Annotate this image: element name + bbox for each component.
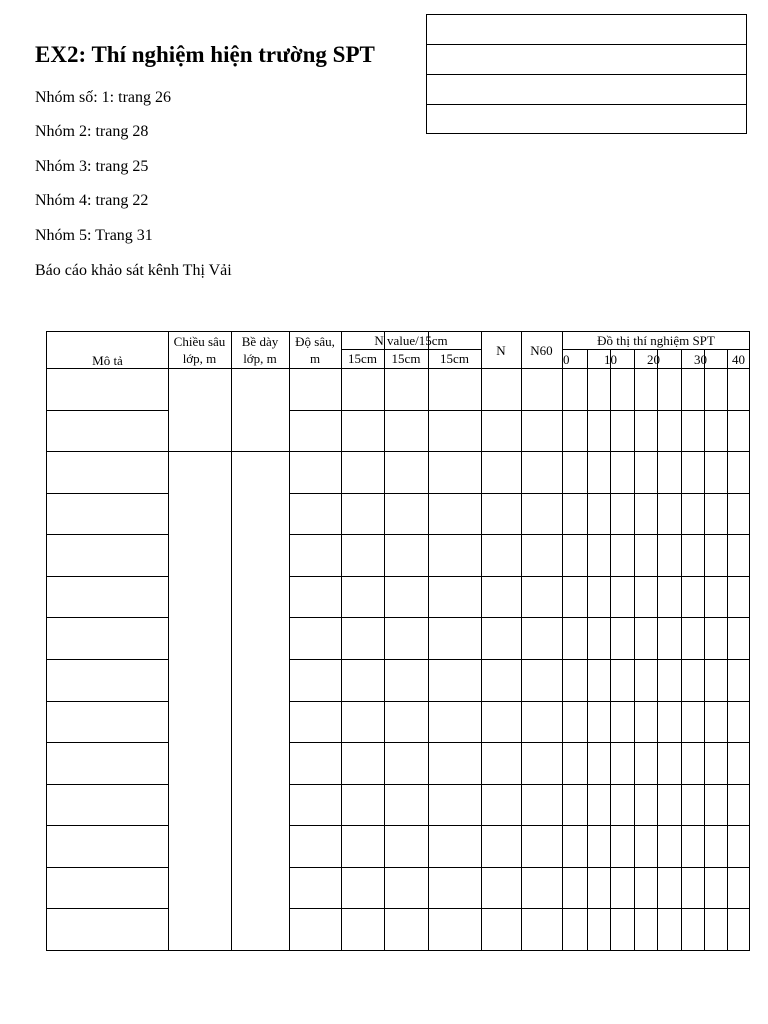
group-2-line: Nhóm 2: trang 28 (35, 123, 149, 140)
column-separator (289, 332, 290, 950)
header-description: Mô tả (92, 353, 123, 368)
info-box-row (427, 45, 746, 75)
row-line (289, 908, 749, 909)
row-line (289, 659, 749, 660)
header-nvalue-sub-1: 15cm (348, 351, 377, 366)
row-line (47, 742, 168, 743)
row-line (47, 867, 168, 868)
info-box-row (427, 105, 746, 134)
row-line (289, 701, 749, 702)
header-nvalue: N value/15cm (374, 333, 448, 348)
report-line: Báo cáo khảo sát kênh Thị Vải (35, 262, 232, 279)
header-graph: Đồ thị thí nghiệm SPT (597, 333, 715, 348)
header-n60: N60 (530, 343, 553, 358)
row-line (289, 493, 749, 494)
row-line (289, 742, 749, 743)
header-depth-line1: Chiều sâu (173, 334, 226, 349)
column-separator (428, 332, 429, 950)
column-separator (231, 332, 232, 950)
header-bottom-line (47, 368, 749, 369)
graph-tick-10: 10 (604, 352, 617, 367)
row-line (47, 908, 168, 909)
row-line (47, 825, 168, 826)
row-line (289, 617, 749, 618)
graph-gridline (610, 350, 611, 950)
row-line (289, 534, 749, 535)
row-line (289, 784, 749, 785)
group-5-line: Nhóm 5: Trang 31 (35, 227, 153, 244)
header-sample-depth-line2: m (309, 351, 321, 366)
graph-tick-40: 40 (732, 352, 745, 367)
header-n: N (496, 343, 506, 358)
header-sample-depth-line1: Độ sâu, (295, 334, 335, 349)
graph-tick-20: 20 (647, 352, 660, 367)
group-1-line: Nhóm số: 1: trang 26 (35, 89, 171, 106)
header-nvalue-sub-3: 15cm (440, 351, 469, 366)
info-box-row (427, 75, 746, 105)
graph-gridline (634, 350, 635, 950)
column-separator (384, 332, 385, 950)
graph-gridline (657, 350, 658, 950)
row-line (289, 825, 749, 826)
row-line (47, 410, 168, 411)
column-separator (481, 332, 482, 950)
row-line (289, 576, 749, 577)
info-box (426, 14, 747, 134)
group-3-line: Nhóm 3: trang 25 (35, 158, 149, 175)
row-line (47, 493, 168, 494)
graph-subheader-line (562, 349, 750, 350)
graph-gridline (587, 350, 588, 950)
column-separator (341, 332, 342, 950)
row-line (289, 867, 749, 868)
header-nvalue-sub-2: 15cm (391, 351, 421, 366)
row-line (47, 576, 168, 577)
graph-gridline (727, 350, 728, 950)
info-box-row (427, 15, 746, 45)
row-line (47, 617, 168, 618)
row-line (47, 451, 749, 452)
spt-table (46, 331, 750, 951)
row-line (47, 784, 168, 785)
graph-tick-0: 0 (563, 352, 570, 367)
nvalue-subheader-line (341, 349, 481, 350)
header-thickness-line1: Bề dày (241, 334, 279, 349)
group-4-line: Nhóm 4: trang 22 (35, 192, 149, 209)
graph-gridline (681, 350, 682, 950)
header-thickness-line2: lớp, m (243, 351, 277, 366)
header-depth-line2: lớp, m (182, 351, 217, 366)
column-separator (562, 332, 563, 950)
row-line (47, 534, 168, 535)
graph-tick-30: 30 (694, 352, 707, 367)
row-line (47, 701, 168, 702)
column-separator (168, 332, 169, 950)
graph-gridline (704, 350, 705, 950)
row-line (47, 659, 168, 660)
column-separator (521, 332, 522, 950)
document-title: EX2: Thí nghiệm hiện trường SPT (35, 42, 375, 67)
row-line (289, 410, 749, 411)
